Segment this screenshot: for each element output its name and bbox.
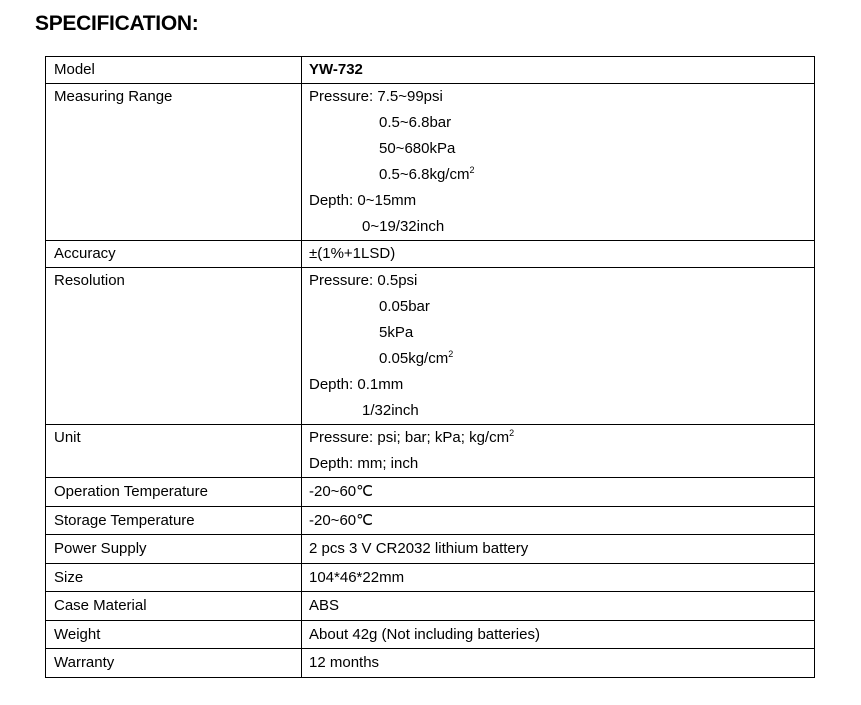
range-bar: 0.5~6.8bar xyxy=(379,114,452,131)
value-storage-temperature xyxy=(302,506,815,535)
depth-prefix: Depth: xyxy=(309,376,358,393)
pressure-prefix: Pressure: xyxy=(309,272,378,289)
power-supply-value: 2 pcs 3 V CR2032 lithium battery xyxy=(309,540,529,557)
value-operation-temperature xyxy=(302,478,815,507)
value-weight xyxy=(302,620,815,649)
range-inch: 0~19/32inch xyxy=(362,218,445,235)
label-text: Resolution xyxy=(54,272,125,289)
case-material-value: ABS xyxy=(309,597,340,614)
row-unit xyxy=(46,425,815,478)
label-text: Storage Temperature xyxy=(54,511,195,529)
value-case-material xyxy=(302,592,815,621)
row-measuring-range xyxy=(46,84,815,241)
label-text: Size xyxy=(54,568,84,586)
row-storage-temperature xyxy=(46,506,815,535)
label-power-supply xyxy=(46,535,302,564)
label-text: Case Material xyxy=(54,597,147,614)
label-warranty xyxy=(46,649,302,678)
superscript-2: 2 xyxy=(469,165,475,175)
depth-prefix: Depth: xyxy=(309,192,358,209)
value-accuracy xyxy=(302,241,815,268)
range-kpa: 50~680kPa xyxy=(379,140,456,157)
label-size xyxy=(46,563,302,592)
page-title: SPECIFICATION: xyxy=(35,12,199,35)
res-mm: 0.1mm xyxy=(357,376,404,393)
res-bar: 0.05bar xyxy=(379,298,430,315)
value-warranty xyxy=(302,649,815,678)
label-text: Accuracy xyxy=(54,245,116,262)
specification-table xyxy=(45,56,815,678)
label-case-material xyxy=(46,592,302,621)
res-inch: 1/32inch xyxy=(362,402,419,419)
label-resolution xyxy=(46,268,302,425)
range-kgcm: 0.5~6.8kg/cm xyxy=(379,166,470,183)
row-resolution xyxy=(46,268,815,425)
row-model xyxy=(46,57,815,84)
value-power-supply xyxy=(302,535,815,564)
label-text: Measuring Range xyxy=(54,88,173,105)
range-psi: 7.5~99psi xyxy=(377,88,443,105)
operation-temperature-value: -20~60℃ xyxy=(309,483,373,500)
value-size xyxy=(302,563,815,592)
row-power-supply xyxy=(46,535,815,564)
superscript-2: 2 xyxy=(509,428,515,438)
value-model xyxy=(302,57,815,84)
res-pressure-line-1 xyxy=(309,268,814,294)
res-psi: 0.5psi xyxy=(377,272,418,289)
row-warranty xyxy=(46,649,815,678)
range-pressure-line-1 xyxy=(309,84,814,110)
res-depth-line-1 xyxy=(309,372,814,398)
range-mm: 0~15mm xyxy=(357,192,417,209)
label-text: Power Supply xyxy=(54,540,147,557)
storage-temperature-value: -20~60℃ xyxy=(309,511,373,529)
value-unit xyxy=(302,425,815,478)
row-case-material xyxy=(46,592,815,621)
range-kgcm-line xyxy=(309,162,814,188)
warranty-value: 12 months xyxy=(309,654,380,671)
label-text: Model xyxy=(54,61,95,78)
unit-pressure-line xyxy=(309,425,814,451)
weight-value: About 42g (Not including batteries) xyxy=(309,625,540,643)
label-unit xyxy=(46,425,302,478)
label-storage-temperature xyxy=(46,506,302,535)
label-measuring-range xyxy=(46,84,302,241)
range-depth-line-1 xyxy=(309,188,814,214)
unit-pressure: Pressure: psi; bar; kPa; kg/cm xyxy=(309,429,510,446)
value-resolution xyxy=(302,268,815,425)
row-operation-temperature xyxy=(46,478,815,507)
row-weight xyxy=(46,620,815,649)
value-measuring-range xyxy=(302,84,815,241)
res-kgcm-line xyxy=(309,346,814,372)
label-operation-temperature xyxy=(46,478,302,507)
superscript-2: 2 xyxy=(448,349,454,359)
size-value: 104*46*22mm xyxy=(309,568,405,586)
accuracy-value: ±(1%+1LSD) xyxy=(309,245,396,262)
label-text: Warranty xyxy=(54,654,115,671)
row-accuracy xyxy=(46,241,815,268)
res-kpa: 5kPa xyxy=(379,324,414,341)
label-text: Operation Temperature xyxy=(54,483,208,500)
unit-depth: Depth: mm; inch xyxy=(309,455,419,472)
row-size xyxy=(46,563,815,592)
res-kgcm: 0.05kg/cm xyxy=(379,350,449,367)
label-weight xyxy=(46,620,302,649)
label-text: Unit xyxy=(54,429,81,446)
label-model xyxy=(46,57,302,84)
pressure-prefix: Pressure: xyxy=(309,88,378,105)
model-value: YW-732 xyxy=(309,61,363,78)
label-text: Weight xyxy=(54,625,101,643)
label-accuracy xyxy=(46,241,302,268)
